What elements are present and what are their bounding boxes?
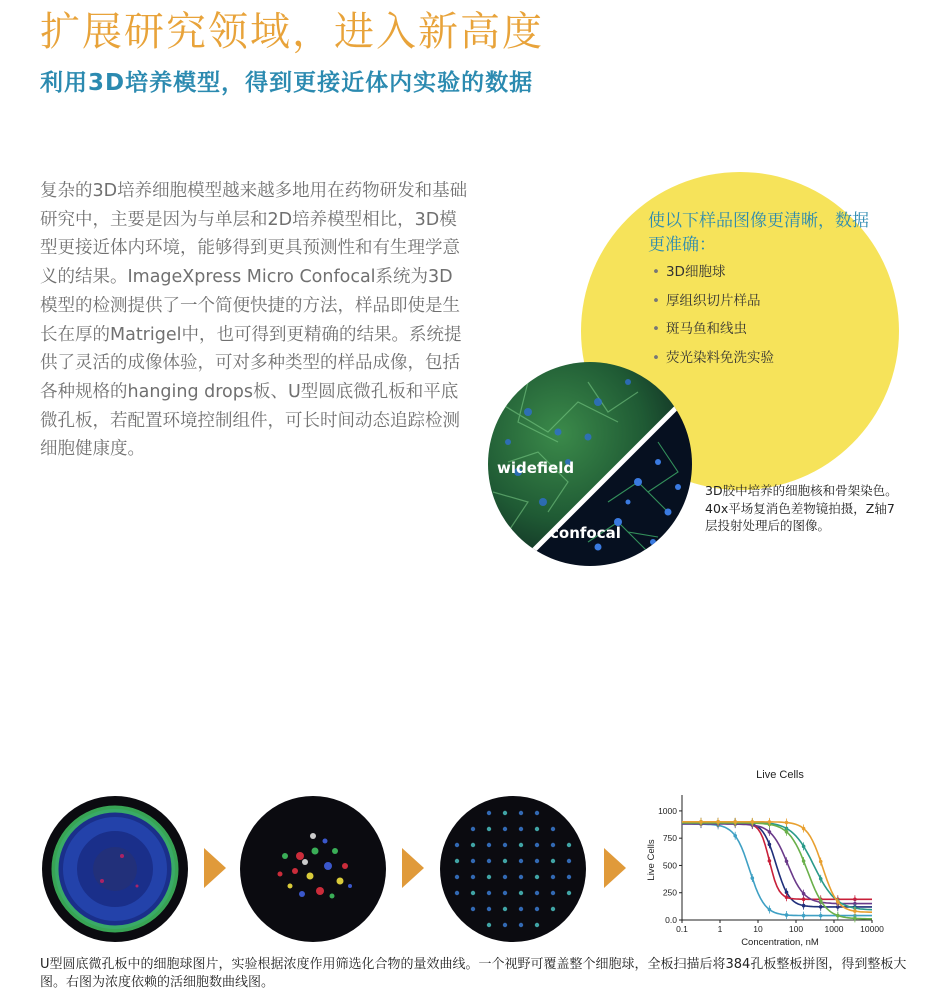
series-line-cyan bbox=[682, 824, 872, 916]
data-point bbox=[768, 843, 772, 847]
data-point bbox=[785, 859, 789, 863]
well-spot bbox=[487, 811, 491, 815]
intro-text: 复杂的3D培养细胞模型越来越多地用在药物研发和基础研究中，主要是因为与单层和2D培养模型相比，3D模型更接近体内环境，能够得到更具预测性和有生理学意义的结果。ImageXpress Micro Confocal系统为3D模型的检测提供了一个简便快捷的方法，样品即使是生长在厚的Matrigel中，也可得到更精确的结果。系统提供了灵活的成像体验，可对多种类型的样品成像，包括各种规格的hanging drops板、U型圆底微孔板和平底微孔板，若配置环境控制组件，可长时间动态追踪检测细胞健康度。 bbox=[40, 181, 468, 460]
data-point bbox=[768, 820, 772, 824]
highlight-item: • 斑马鱼和线虫 bbox=[652, 321, 747, 337]
widefield-label: widefield bbox=[497, 459, 575, 477]
well-spot bbox=[487, 907, 491, 911]
well-spot bbox=[551, 891, 555, 895]
workflow-caption: U型圆底微孔板中的细胞球图片，实验根据浓度作用筛选化合物的量效曲线。一个视野可覆盖整个细胞球，全板扫描后将384孔板整板拼图，得到整板大图。右图为浓度依赖的活细胞数曲线图。 bbox=[40, 957, 907, 990]
data-point bbox=[802, 859, 806, 863]
well-spot bbox=[519, 843, 523, 847]
data-point bbox=[836, 914, 840, 918]
well-spot bbox=[519, 907, 523, 911]
y-tick-label: 500 bbox=[662, 860, 677, 871]
x-tick-label: 1000 bbox=[824, 924, 844, 934]
well-spot bbox=[487, 875, 491, 879]
data-point bbox=[802, 892, 806, 896]
well-spot bbox=[503, 891, 507, 895]
well-spot bbox=[503, 907, 507, 911]
arrow-right-icon bbox=[204, 848, 226, 888]
well-spot bbox=[503, 859, 507, 863]
well-spot bbox=[503, 811, 507, 815]
confocal-label: confocal bbox=[550, 524, 621, 542]
microscopy-caption: 3D胶中培养的细胞核和骨架染色。40x平场复消色差物镜拍摄，Z轴7层投射处理后的图像。 bbox=[705, 483, 898, 533]
data-point bbox=[819, 860, 823, 864]
data-point bbox=[751, 876, 755, 880]
well-spot bbox=[535, 843, 539, 847]
x-tick-label: 10 bbox=[753, 924, 763, 934]
data-point bbox=[853, 917, 857, 921]
highlight-item: • 荧光染料免洗实验 bbox=[652, 349, 774, 366]
well-spot bbox=[551, 859, 555, 863]
data-point bbox=[802, 845, 806, 849]
y-tick-label: 250 bbox=[662, 887, 677, 898]
data-point bbox=[802, 914, 806, 918]
well-spot bbox=[503, 827, 507, 831]
well-spot bbox=[471, 859, 475, 863]
well-spot bbox=[487, 827, 491, 831]
well-spot bbox=[567, 875, 571, 879]
highlight-list bbox=[652, 262, 774, 376]
well-spot bbox=[567, 859, 571, 863]
data-point bbox=[853, 909, 857, 913]
data-point bbox=[733, 820, 737, 824]
data-point bbox=[785, 830, 789, 834]
data-point bbox=[768, 830, 772, 834]
highlight-item: • 3D细胞球 bbox=[652, 264, 726, 280]
data-point bbox=[802, 904, 806, 908]
data-point bbox=[836, 900, 840, 904]
data-point bbox=[819, 914, 823, 918]
well-spot bbox=[455, 875, 459, 879]
data-point bbox=[751, 820, 755, 824]
bullet-icon: • bbox=[652, 321, 660, 337]
well-spot bbox=[471, 875, 475, 879]
well-spot bbox=[519, 827, 523, 831]
well-spot bbox=[535, 891, 539, 895]
data-point bbox=[785, 895, 789, 899]
well-spot bbox=[471, 907, 475, 911]
data-point bbox=[733, 834, 737, 838]
well-spot bbox=[471, 843, 475, 847]
well-spot bbox=[535, 875, 539, 879]
data-point bbox=[716, 820, 720, 824]
well-spot bbox=[471, 891, 475, 895]
well-spot bbox=[455, 859, 459, 863]
series-line-crimson bbox=[682, 823, 872, 899]
page-title: 扩展研究领域，进入新高度 bbox=[40, 9, 544, 55]
well-spot bbox=[535, 827, 539, 831]
well-spot bbox=[455, 891, 459, 895]
data-point bbox=[699, 820, 703, 824]
well-spot bbox=[535, 923, 539, 927]
arrow-right-icon bbox=[402, 848, 424, 888]
well-spot bbox=[551, 827, 555, 831]
well-spot bbox=[519, 891, 523, 895]
highlight-item: • 厚组织切片样品 bbox=[652, 292, 761, 309]
well-spot bbox=[567, 891, 571, 895]
series-line-purple bbox=[682, 824, 872, 904]
well-spot bbox=[455, 843, 459, 847]
chart-title: Live Cells bbox=[756, 769, 804, 781]
page-subtitle: 利用3D培养模型，得到更接近体内实验的数据 bbox=[40, 70, 534, 96]
well-spot bbox=[535, 859, 539, 863]
well-spot bbox=[471, 827, 475, 831]
intro-paragraph bbox=[40, 177, 470, 464]
well-spot bbox=[503, 875, 507, 879]
bullet-icon: • bbox=[652, 292, 660, 309]
highlight-title: 使以下样品图像更清晰，数据更准确： bbox=[648, 211, 869, 255]
well-spot bbox=[551, 875, 555, 879]
well-spot bbox=[519, 923, 523, 927]
well-spot bbox=[487, 891, 491, 895]
data-point bbox=[785, 913, 789, 917]
x-tick-label: 100 bbox=[788, 924, 804, 934]
data-point bbox=[768, 859, 772, 863]
well-spot bbox=[519, 811, 523, 815]
stained-spheroid-image bbox=[240, 796, 386, 942]
chart-y-label: Live Cells bbox=[646, 839, 657, 881]
data-point bbox=[802, 897, 806, 901]
well-spot bbox=[487, 923, 491, 927]
well-spot bbox=[535, 811, 539, 815]
data-point bbox=[802, 827, 806, 831]
data-point bbox=[768, 908, 772, 912]
well-spot bbox=[551, 843, 555, 847]
dose-response-chart bbox=[640, 760, 900, 950]
data-point bbox=[785, 821, 789, 825]
y-tick-label: 750 bbox=[662, 833, 677, 844]
well-spot bbox=[519, 859, 523, 863]
x-tick-label: 10000 bbox=[860, 924, 884, 934]
chart-x-label: Concentration, nM bbox=[741, 937, 819, 948]
arrow-right-icon bbox=[604, 848, 626, 888]
well-spot bbox=[503, 843, 507, 847]
y-tick-label: 1000 bbox=[658, 805, 677, 816]
series-line-navy bbox=[682, 822, 872, 907]
data-point bbox=[819, 899, 823, 903]
well-spot bbox=[487, 843, 491, 847]
well-spot bbox=[551, 907, 555, 911]
y-tick-label: 0.0 bbox=[665, 915, 677, 925]
well-spot bbox=[535, 907, 539, 911]
x-tick-label: 1 bbox=[717, 924, 723, 934]
well-spot bbox=[567, 843, 571, 847]
well-spot bbox=[487, 859, 491, 863]
bullet-icon: • bbox=[652, 349, 660, 366]
well-spot bbox=[503, 923, 507, 927]
data-point bbox=[819, 877, 823, 881]
bullet-icon: • bbox=[652, 264, 660, 280]
well-spot bbox=[519, 875, 523, 879]
spheroid-image bbox=[42, 796, 188, 942]
plate-mosaic-image bbox=[440, 796, 586, 942]
x-tick-label: 0.1 bbox=[676, 924, 688, 934]
